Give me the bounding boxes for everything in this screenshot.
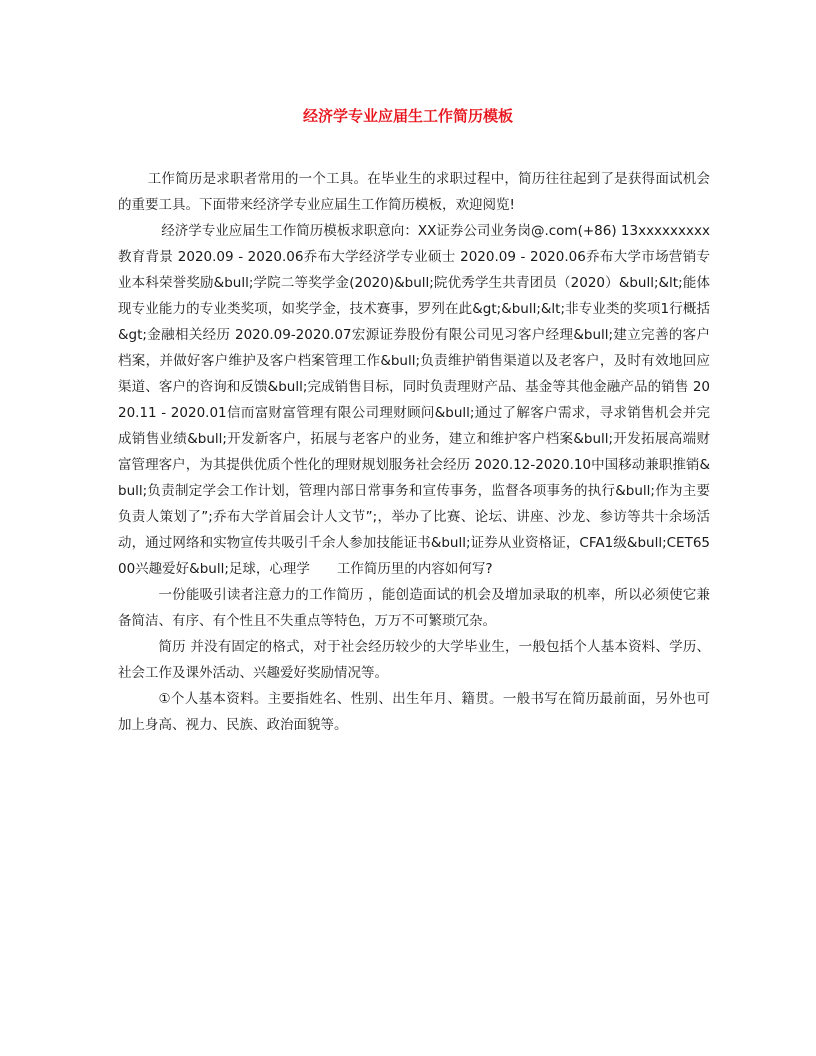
paragraph-resume-template: 经济学专业应届生工作简历模板求职意向：XX证券公司业务岗@.com(+86) 13xxxxxxxxx教育背景 2020.09 - 2020.06乔布大学经济学专业硕士 2020.09 - 2020.06乔布大学市场营销专业本科荣誉奖励&bull;学院二等奖学金(2020)&bull;院优秀学生共青团员（2020）&bull;&lt;能体现专业能力的专业类奖项，如奖学金，技术赛事，罗列在此&gt;&bull;&lt;非专业类的奖项1行概括&gt;金融相关经历 2020.09-2020.07宏源证券股份有限公司见习客户经理&bull;建立完善的客户档案，并做好客户维护及客户档案管理工作&bull;负责维护销售渠道以及老客户，及时有效地回应渠道、客户的咨询和反馈&bull;完成销售目标，同时负责理财产品、基金等其他金融产品的销售 2020.11 - 2020.01信而富财富管理有限公司理财顾问&bull;通过了解客户需求，寻求销售机会并完成销售业绩&bull;开发新客户，拓展与老客户的业务，建立和维护客户档案&bull;开发拓展高端财富管理客户，为其提供优质个性化的理财规划服务社会经历 2020.12-2020.10中国移动兼职推销&bull;负责制定学会工作计划，管理内部日常事务和宣传事务，监督各项事务的执行&bull;作为主要负责人策划了”;乔布大学首届会计人文节”;，举办了比赛、论坛、讲座、沙龙、参访等共十余场活动，通过网络和实物宣传共吸引千余人参加技能证书&bull;证券从业资格证，CFA1级&bull;CET6500兴趣爱好&bull;足球，心理学 工作简历里的内容如何写? [118,223,710,577]
paragraph-format: 简历 并没有固定的格式，对于社会经历较少的大学毕业生，一般包括个人基本资料、学历、社会工作及课外活动、兴趣爱好奖励情况等。 [118,639,710,681]
paragraph-personal-info: ①个人基本资料。主要指姓名、性别、出生年月、籍贯。一般书写在简历最前面，另外也可加上身高、视力、民族、政治面貌等。 [118,691,710,733]
paragraph-intro: 工作简历是求职者常用的一个工具。在毕业生的求职过程中，简历往往起到了是获得面试机会的重要工具。下面带来经济学专业应届生工作简历模板，欢迎阅览! [118,171,710,213]
document-body [118,166,710,738]
document-title: 经济学专业应届生工作简历模板 [302,107,513,125]
paragraph-attention: 一份能吸引读者注意力的工作简历 ，能创造面试的机会及增加录取的机率，所以必须使它兼备简洁、有序、有个性且不失重点等特色，万万不可繁琐冗杂。 [118,587,710,629]
